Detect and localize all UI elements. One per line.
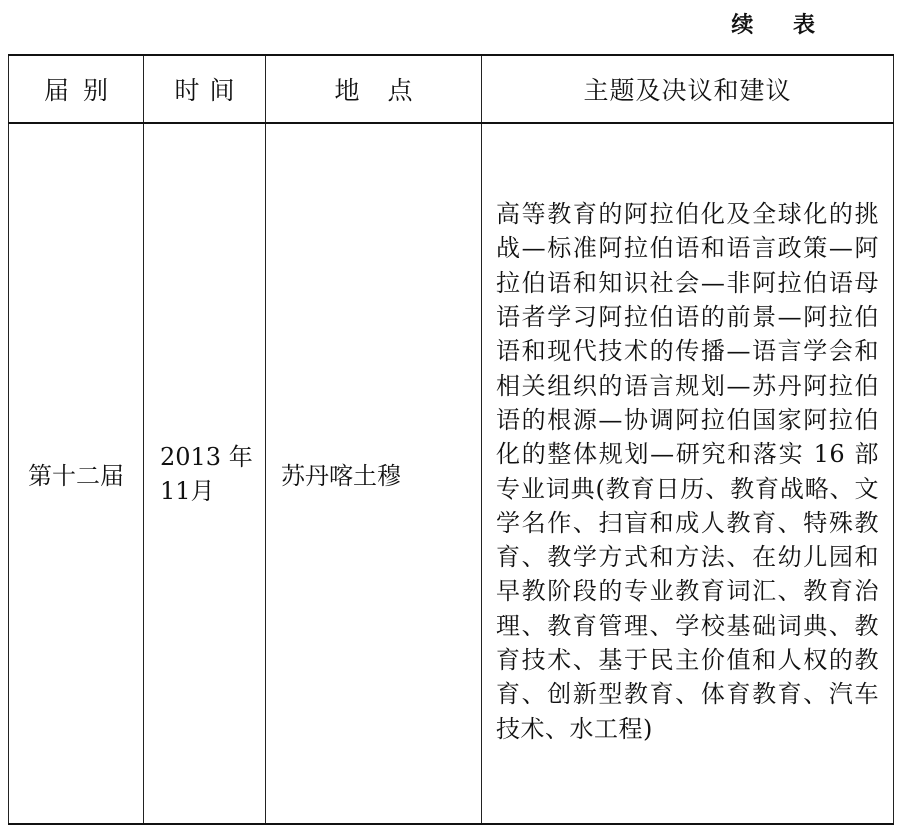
header-topic: 主题及决议和建议	[482, 55, 894, 123]
cell-time-line2: 11月	[160, 476, 215, 505]
cell-topic	[482, 123, 894, 824]
table-header	[9, 55, 894, 123]
table-row	[9, 123, 894, 824]
table-body	[9, 123, 894, 824]
header-session: 届别	[9, 55, 144, 123]
cell-time-line1: 2013 年	[160, 442, 253, 471]
congress-table	[8, 54, 894, 825]
cell-time	[144, 123, 266, 824]
cell-session: 第十二届	[9, 123, 144, 824]
topic-text: 高等教育的阿拉伯化及全球化的挑战—标准阿拉伯语和语言政策—阿拉伯语和知识社会—非阿拉伯语母语者学习阿拉伯语的前景—阿拉伯语和现代技术的传播—语言学会和相关组织的语言规划—苏丹阿拉伯语的根源—协调阿拉伯国家阿拉伯化的整体规划—研究和落实 16 部专业词典(教育日历、教育战略、文学名作、扫盲和成人教育、特殊教育、教学方式和方法、在幼儿园和早教阶段的专业教育词汇、教育治理、教育管理、学校基础词典、教育技术、基于民主价值和人权的教育、创新型教育、体育教育、汽车技术、水工程)	[496, 200, 879, 743]
header-place: 地点	[266, 55, 482, 123]
header-row	[9, 55, 894, 123]
table-continued-caption: 续 表	[731, 13, 831, 38]
header-time: 时间	[144, 55, 266, 123]
cell-place: 苏丹喀土穆	[266, 123, 482, 824]
